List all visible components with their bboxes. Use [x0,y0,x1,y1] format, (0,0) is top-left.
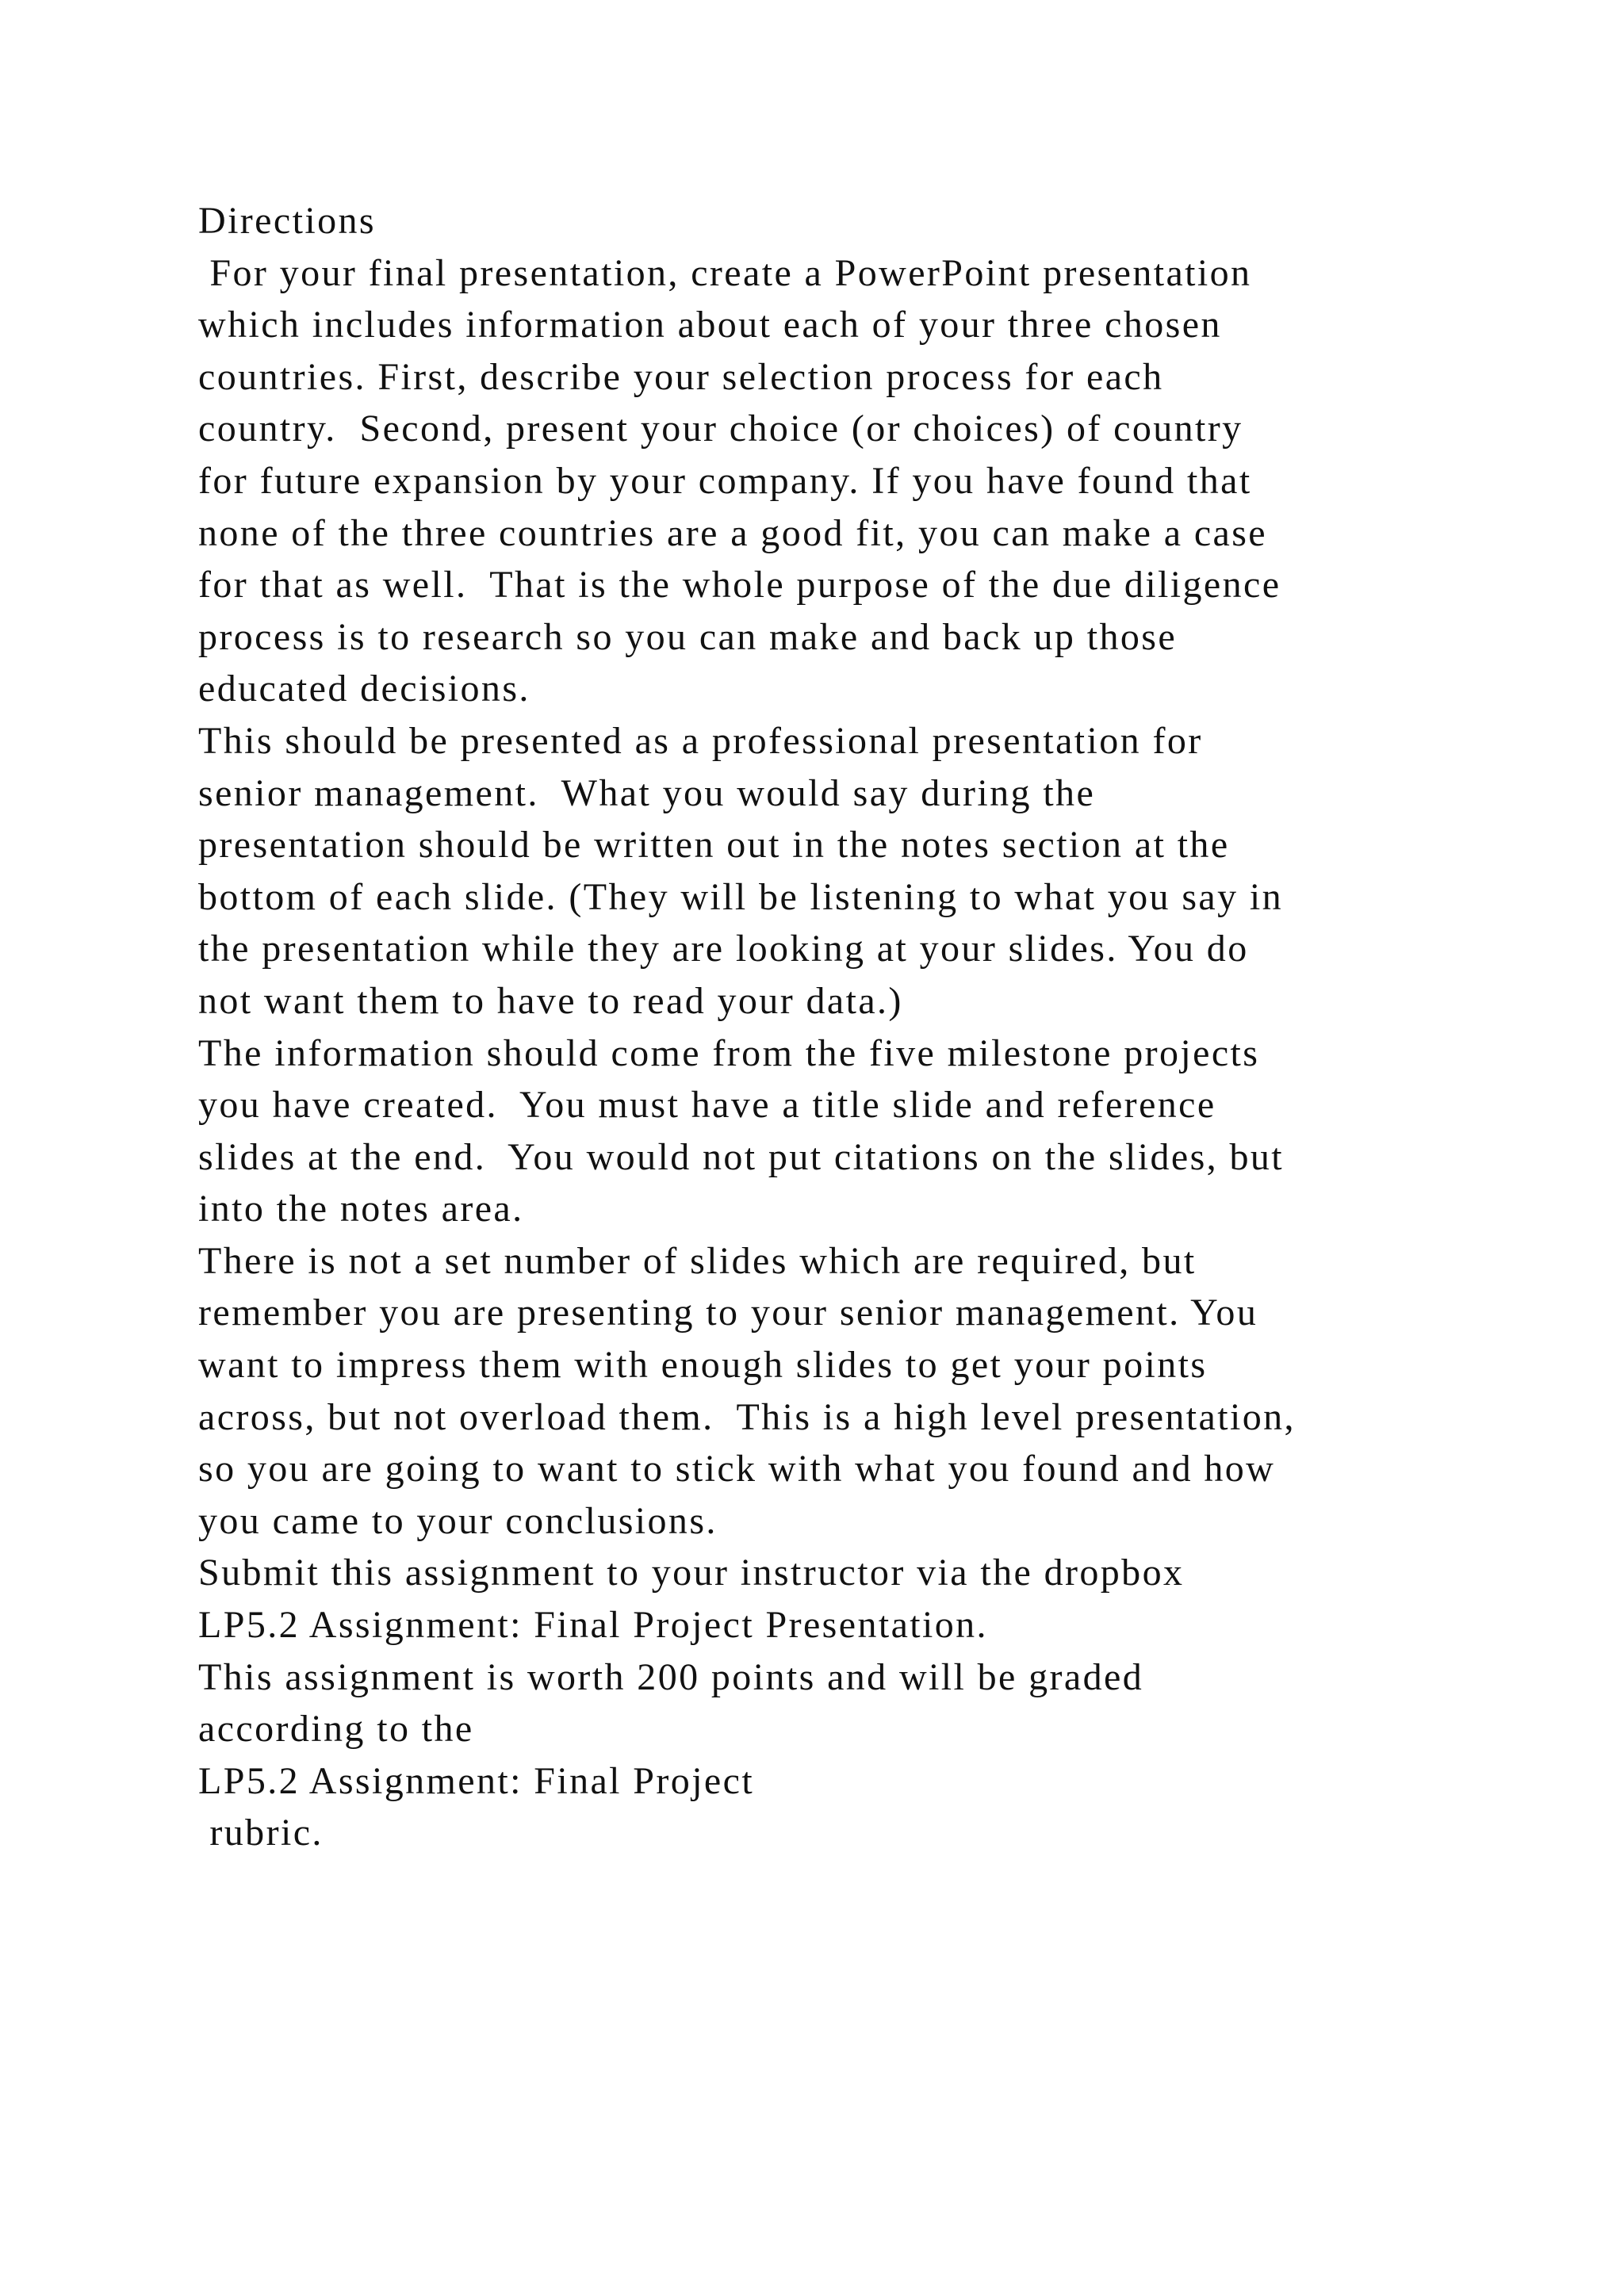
text-line: This should be presented as a professional presentation for [198,719,1203,762]
text-line: This assignment is worth 200 points and will be graded [198,1655,1144,1698]
text-line: none of the three countries are a good fit, you can make a case [198,511,1268,554]
text-line: process is to research so you can make and back up those [198,615,1178,658]
text-line: remember you are presenting to your senior management. You [198,1292,1258,1334]
text-line: countries. First, describe your selection process for each [198,355,1164,398]
text-line: slides at the end. You would not put citations on the slides, but [198,1135,1285,1178]
text-line: senior management. What you would say during the [198,771,1096,814]
text-line: presentation should be written out in the notes section at the [198,824,1230,867]
text-line: country. Second, present your choice (or choices) of country [198,408,1243,450]
text-line: Submit this assignment to your instructor via the dropbox [198,1552,1185,1594]
text-line: into the notes area. [198,1188,524,1230]
text-line: For your final presentation, create a PowerPoint presentation [198,251,1252,294]
text-line: which includes information about each of your three chosen [198,304,1222,346]
text-line: bottom of each slide. (They will be listening to what you say in [198,875,1284,918]
text-line: not want them to have to read your data.) [198,979,903,1022]
heading-directions: Directions [198,200,376,242]
text-line: rubric. [198,1812,324,1854]
text-line: for that as well. That is the whole purpose of the due diligence [198,564,1281,607]
text-line: The information should come from the five milestone projects [198,1031,1260,1074]
text-line: LP5.2 Assignment: Final Project Presentation. [198,1604,988,1647]
text-line: you came to your conclusions. [198,1499,718,1542]
text-line: the presentation while they are looking at your slides. You do [198,928,1249,970]
text-line: so you are going to want to stick with what you found and how [198,1448,1276,1490]
text-line: across, but not overload them. This is a high level presentation, [198,1395,1296,1438]
directions-text [198,195,1507,1859]
text-line: you have created. You must have a title slide and reference [198,1084,1216,1127]
text-line: There is not a set number of slides which are required, but [198,1239,1197,1282]
text-line: want to impress them with enough slides to get your points [198,1344,1208,1387]
text-line: LP5.2 Assignment: Final Project [198,1759,755,1802]
text-line: educated decisions. [198,668,530,710]
text-line: for future expansion by your company. If you have found that [198,459,1252,502]
text-line: according to the [198,1708,474,1751]
